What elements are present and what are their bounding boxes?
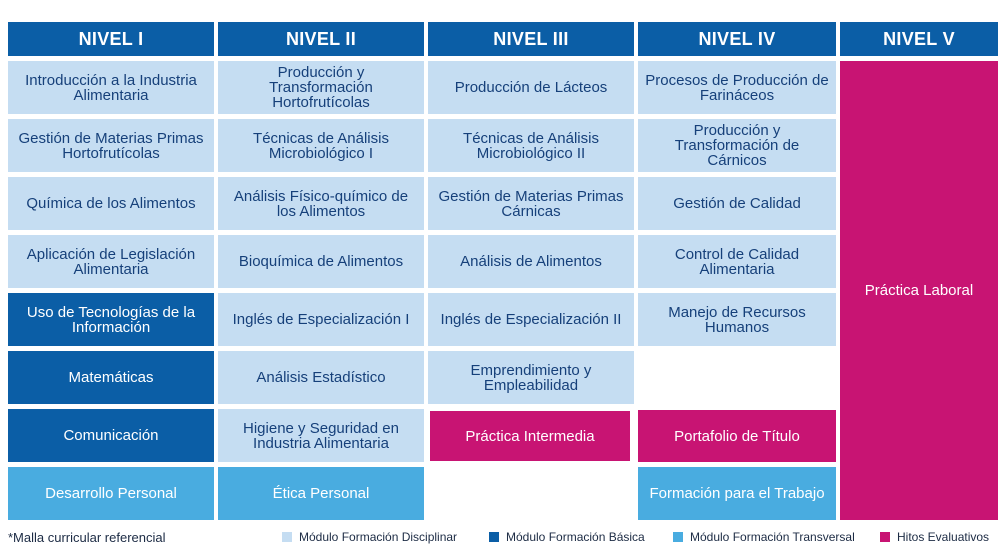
module-cell: Introducción a la Industria Alimentaria [8, 61, 214, 114]
module-cell: Matemáticas [8, 351, 214, 404]
module-cell: Inglés de Especialización II [428, 293, 634, 346]
legend-label: Hitos Evaluativos [897, 530, 990, 544]
legend-swatch [673, 532, 683, 542]
header-nivel-4: NIVEL IV [638, 22, 836, 56]
module-cell: Producción y Transformación Hortofrutícolas [218, 61, 424, 114]
module-cell: Desarrollo Personal [8, 467, 214, 520]
header-nivel-1: NIVEL I [8, 22, 214, 56]
legend-item-basica [489, 530, 645, 544]
module-cell: Formación para el Trabajo [638, 467, 836, 520]
module-cell: Control de Calidad Alimentaria [638, 235, 836, 288]
module-cell: Producción y Transformación de Cárnicos [638, 119, 836, 172]
module-cell: Análisis de Alimentos [428, 235, 634, 288]
legend-label: Módulo Formación Disciplinar [299, 530, 458, 544]
footnote: *Malla curricular referencial [8, 530, 166, 545]
module-cell: Aplicación de Legislación Alimentaria [8, 235, 214, 288]
legend-label: Módulo Formación Transversal [690, 530, 855, 544]
module-cell: Higiene y Seguridad en Industria Alimentaria [218, 409, 424, 462]
module-cell: Portafolio de Título [638, 410, 836, 462]
module-cell: Producción de Lácteos [428, 61, 634, 114]
legend-swatch [282, 532, 292, 542]
module-cell: Práctica Intermedia [430, 411, 630, 461]
module-cell: Análisis Estadístico [218, 351, 424, 404]
header-nivel-3: NIVEL III [428, 22, 634, 56]
module-cell: Gestión de Materias Primas Cárnicas [428, 177, 634, 230]
module-cell: Práctica Laboral [840, 61, 998, 520]
legend-swatch [880, 532, 890, 542]
module-cell: Inglés de Especialización I [218, 293, 424, 346]
module-cell: Bioquímica de Alimentos [218, 235, 424, 288]
legend-item-transversal [673, 530, 855, 544]
module-cell: Ética Personal [218, 467, 424, 520]
legend-item-hitos [880, 530, 989, 544]
module-cell: Gestión de Materias Primas Hortofrutícolas [8, 119, 214, 172]
module-cell: Técnicas de Análisis Microbiológico I [218, 119, 424, 172]
module-cell: Procesos de Producción de Farináceos [638, 61, 836, 114]
module-cell: Gestión de Calidad [638, 177, 836, 230]
module-cell: Manejo de Recursos Humanos [638, 293, 836, 346]
legend-item-disciplinar [282, 530, 457, 544]
module-cell: Análisis Físico-químico de los Alimentos [218, 177, 424, 230]
module-cell: Uso de Tecnologías de la Información [8, 293, 214, 346]
legend-label: Módulo Formación Básica [506, 530, 645, 544]
header-nivel-5: NIVEL V [840, 22, 998, 56]
legend-swatch [489, 532, 499, 542]
module-cell: Comunicación [8, 409, 214, 462]
header-nivel-2: NIVEL II [218, 22, 424, 56]
module-cell: Química de los Alimentos [8, 177, 214, 230]
module-cell: Emprendimiento y Empleabilidad [428, 351, 634, 404]
module-cell: Técnicas de Análisis Microbiológico II [428, 119, 634, 172]
